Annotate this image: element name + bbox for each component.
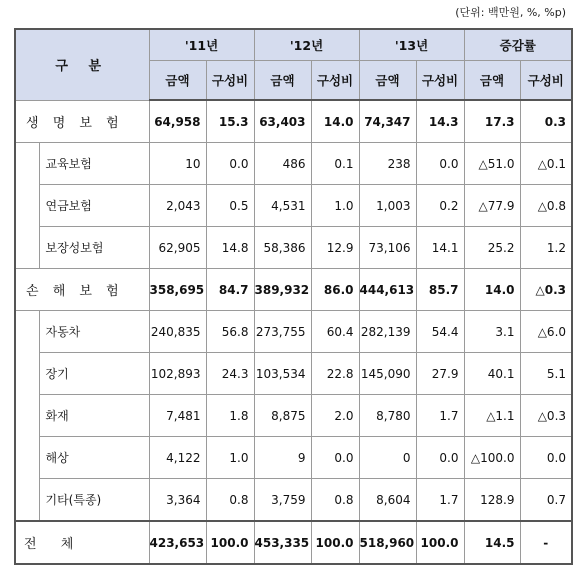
subcategory-label: 장기: [39, 353, 149, 395]
table-cell: 103,534: [254, 353, 311, 395]
unit-note: (단위: 백만원, %, %p): [455, 6, 566, 19]
table-cell: 54.4: [416, 311, 464, 353]
table-cell: 1.0: [206, 437, 254, 479]
table-row: [15, 311, 572, 353]
table-cell: 102,893: [149, 353, 206, 395]
table-cell: 24.3: [206, 353, 254, 395]
table-cell: △1.1: [464, 395, 520, 437]
table-cell: 73,106: [359, 227, 416, 269]
table-cell: 3,759: [254, 479, 311, 522]
subcategory-label: 연금보험: [39, 185, 149, 227]
insurance-table: [14, 28, 573, 565]
table-cell: △51.0: [464, 143, 520, 185]
table-cell: 7,481: [149, 395, 206, 437]
table-cell: 27.9: [416, 353, 464, 395]
table-cell: 0.0: [311, 437, 359, 479]
table-cell: 74,347: [359, 100, 416, 143]
table-cell: 8,780: [359, 395, 416, 437]
table-cell: 84.7: [206, 269, 254, 311]
table-cell: 0.7: [520, 479, 572, 522]
table-cell: 4,122: [149, 437, 206, 479]
table-cell: 15.3: [206, 100, 254, 143]
table-cell: 240,835: [149, 311, 206, 353]
header-sub: 구성비: [416, 61, 464, 101]
table-row: [15, 437, 572, 479]
table-cell: 0.0: [416, 437, 464, 479]
header-sub: 구성비: [311, 61, 359, 101]
table-cell: 63,403: [254, 100, 311, 143]
table-cell: △0.8: [520, 185, 572, 227]
table-cell: 0: [359, 437, 416, 479]
subcategory-label: 자동차: [39, 311, 149, 353]
table-cell: △0.1: [520, 143, 572, 185]
table-row: [15, 269, 572, 311]
table-row: [15, 227, 572, 269]
table-cell: 14.0: [311, 100, 359, 143]
table-cell: 486: [254, 143, 311, 185]
table-cell: 1.7: [416, 395, 464, 437]
table-cell: 145,090: [359, 353, 416, 395]
table-row: [15, 100, 572, 143]
indent-spacer: [15, 143, 39, 269]
table-body: [15, 100, 572, 564]
table-cell: 14.5: [464, 521, 520, 564]
table-cell: 389,932: [254, 269, 311, 311]
table-cell: 0.1: [311, 143, 359, 185]
header-period: 증감률: [464, 29, 572, 61]
header-sub: 금액: [149, 61, 206, 101]
table-cell: 9: [254, 437, 311, 479]
table-cell: 1,003: [359, 185, 416, 227]
category-label: 생 명 보 험: [15, 100, 149, 143]
table-cell: 358,695: [149, 269, 206, 311]
table-cell: 8,604: [359, 479, 416, 522]
header-sub: 금액: [359, 61, 416, 101]
table-cell: 0.5: [206, 185, 254, 227]
table-cell: 273,755: [254, 311, 311, 353]
indent-spacer: [15, 311, 39, 522]
table-cell: 10: [149, 143, 206, 185]
table-cell: 0.3: [520, 100, 572, 143]
table-cell: 100.0: [206, 521, 254, 564]
table-cell: 64,958: [149, 100, 206, 143]
table-cell: 25.2: [464, 227, 520, 269]
table-cell: 14.3: [416, 100, 464, 143]
table-cell: 100.0: [311, 521, 359, 564]
table-cell: 62,905: [149, 227, 206, 269]
total-label: 전 체: [15, 521, 149, 564]
table-cell: 4,531: [254, 185, 311, 227]
table-cell: 3,364: [149, 479, 206, 522]
header-gubun: 구 분: [15, 29, 149, 100]
header-sub: 금액: [254, 61, 311, 101]
table-cell: 100.0: [416, 521, 464, 564]
table-cell: 56.8: [206, 311, 254, 353]
table-cell: 1.7: [416, 479, 464, 522]
subcategory-label: 화재: [39, 395, 149, 437]
table-cell: 0.8: [206, 479, 254, 522]
table-cell: 2.0: [311, 395, 359, 437]
table-cell: 453,335: [254, 521, 311, 564]
header-period: '11년: [149, 29, 254, 61]
header-period: '13년: [359, 29, 464, 61]
table-cell: 444,613: [359, 269, 416, 311]
table-cell: 85.7: [416, 269, 464, 311]
table-cell: 0.2: [416, 185, 464, 227]
table-cell: △0.3: [520, 395, 572, 437]
table-cell: △6.0: [520, 311, 572, 353]
table-cell: 8,875: [254, 395, 311, 437]
category-label: 손 해 보 험: [15, 269, 149, 311]
table-cell: 14.0: [464, 269, 520, 311]
table-cell: 2,043: [149, 185, 206, 227]
table-cell: 0.0: [416, 143, 464, 185]
table-row: [15, 479, 572, 522]
table-cell: 0.0: [206, 143, 254, 185]
table-cell: 423,653: [149, 521, 206, 564]
table-cell: 0.8: [311, 479, 359, 522]
table-cell: 3.1: [464, 311, 520, 353]
table-cell: △100.0: [464, 437, 520, 479]
table-cell: 14.8: [206, 227, 254, 269]
header-period: '12년: [254, 29, 359, 61]
table-row: [15, 185, 572, 227]
table-cell: 1.8: [206, 395, 254, 437]
table-cell: 0.0: [520, 437, 572, 479]
table-cell: 238: [359, 143, 416, 185]
table-cell: 22.8: [311, 353, 359, 395]
table-cell: 58,386: [254, 227, 311, 269]
table-cell: 60.4: [311, 311, 359, 353]
table-cell: 17.3: [464, 100, 520, 143]
table-cell: 1.0: [311, 185, 359, 227]
subcategory-label: 해상: [39, 437, 149, 479]
table-row: [15, 143, 572, 185]
table-row: [15, 353, 572, 395]
subcategory-label: 보장성보험: [39, 227, 149, 269]
table-cell: -: [520, 521, 572, 564]
table-cell: 40.1: [464, 353, 520, 395]
table-cell: 282,139: [359, 311, 416, 353]
table-cell: △77.9: [464, 185, 520, 227]
table-cell: 128.9: [464, 479, 520, 522]
subcategory-label: 기타(특종): [39, 479, 149, 522]
header-sub: 금액: [464, 61, 520, 101]
table-row: [15, 395, 572, 437]
table-cell: 86.0: [311, 269, 359, 311]
table-cell: 1.2: [520, 227, 572, 269]
table-cell: 518,960: [359, 521, 416, 564]
table-cell: 14.1: [416, 227, 464, 269]
subcategory-label: 교육보험: [39, 143, 149, 185]
table-cell: △0.3: [520, 269, 572, 311]
total-row: [15, 521, 572, 564]
header-sub: 구성비: [520, 61, 572, 101]
header-sub: 구성비: [206, 61, 254, 101]
table-cell: 12.9: [311, 227, 359, 269]
table-cell: 5.1: [520, 353, 572, 395]
